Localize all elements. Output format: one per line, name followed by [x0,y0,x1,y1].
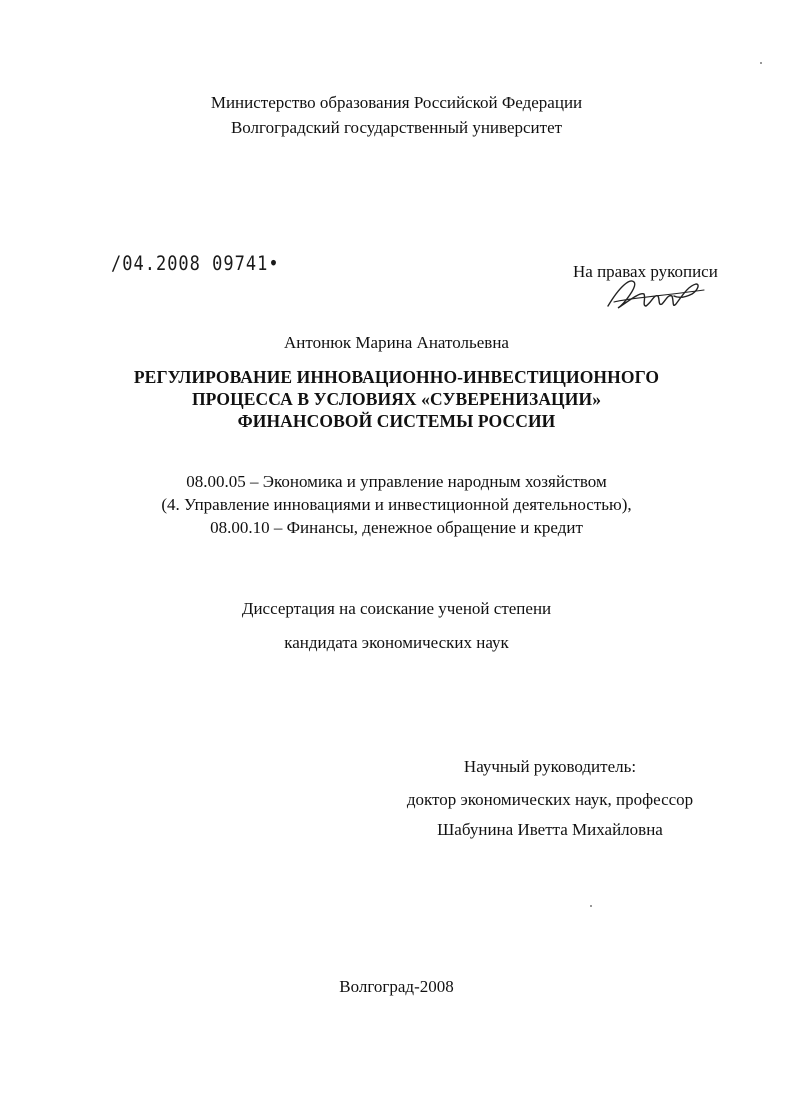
specialty-line-3: 08.00.10 – Финансы, денежное обращение и кредит [210,518,583,537]
university-line: Волгоградский государственный университет [230,118,563,137]
dissertation-title-line-3: ФИНАНСОВОЙ СИСТЕМЫ РОССИИ [237,411,556,431]
supervisor-title: доктор экономических наук, профессор [406,790,694,809]
dissertation-title-line-2: ПРОЦЕССА В УСЛОВИЯХ «СУВЕРЕНИЗАЦИИ» [191,389,602,409]
manuscript-rights-note: На правах рукописи [573,262,718,281]
supervisor-name: Шабунина Иветта Михайловна [437,820,663,839]
library-stamp-number [111,253,280,276]
specialty-line-2: (4. Управление инновациями и инвестиционной деятельностью), [161,495,632,514]
stamp-mark: / [111,252,123,276]
degree-line-2: кандидата экономических наук [284,633,509,652]
specialty-line-1: 08.00.05 – Экономика и управление народным хозяйством [186,472,607,491]
scan-speck [590,905,592,907]
supervisor-label: Научный руководитель: [463,757,637,776]
stamp-text: 04.2008 09741 [122,252,269,276]
author-name: Антонюк Марина Анатольевна [284,333,509,352]
stamp-dot: • [268,252,280,276]
ministry-line: Министерство образования Российской Федерации [210,93,583,112]
dissertation-title-line-1: РЕГУЛИРОВАНИЕ ИННОВАЦИОННО-ИНВЕСТИЦИОННОГО [133,367,660,387]
degree-line-1: Диссертация на соискание ученой степени [241,599,552,618]
city-year: Волгоград-2008 [339,977,454,996]
scan-speck [760,62,762,64]
handwritten-signature [600,276,710,314]
